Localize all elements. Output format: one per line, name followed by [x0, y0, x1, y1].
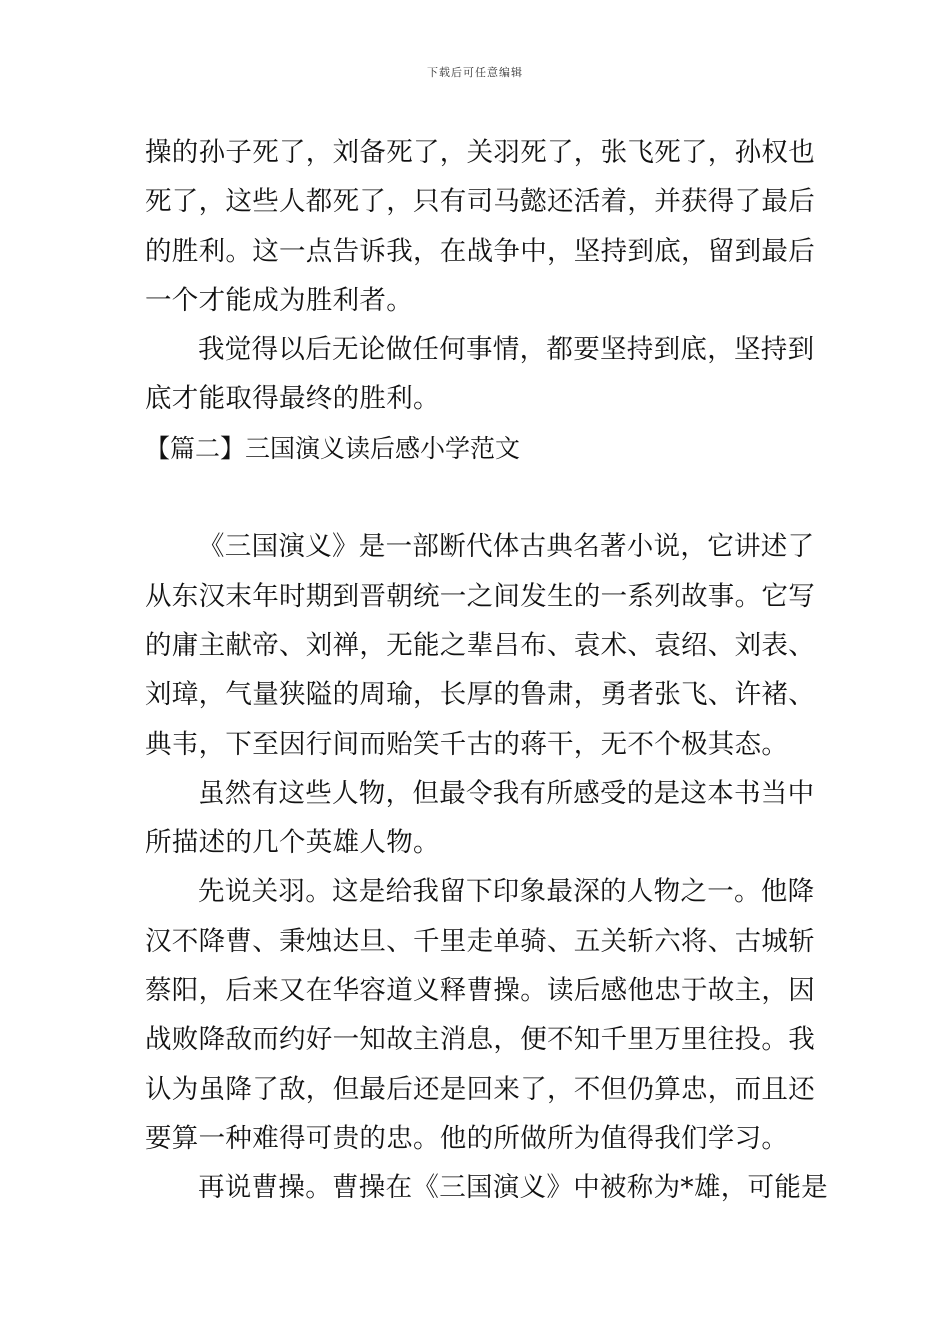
text-line: 蔡阳，后来又在华容道义释曹操。读后感他忠于故主，因 [145, 975, 815, 1007]
paragraph-start-line: 先说关羽。这是给我留下印象最深的人物之一。他降 [198, 876, 815, 908]
text-line: 所描述的几个英雄人物。 [145, 827, 440, 859]
paragraph-start-line: 我觉得以后无论做任何事情，都要坚持到底，坚持到 [198, 334, 815, 366]
blank-line [145, 473, 810, 522]
text-line: 一个才能成为胜利者。 [145, 284, 413, 316]
text-line: 的胜利。这一点告诉我，在战争中，坚持到底，留到最后 [145, 235, 815, 267]
paragraph-start-line: 《三国演义》是一部断代体古典名著小说，它讲述了 [198, 531, 815, 563]
text-line: 的庸主献帝、刘禅，无能之辈吕布、袁术、袁绍、刘表、 [145, 629, 815, 661]
text-line: 死了，这些人都死了，只有司马懿还活着，并获得了最后 [145, 186, 815, 218]
paragraph-start-line: 再说曹操。曹操在《三国演义》中被称为*雄，可能是 [198, 1172, 828, 1204]
paragraph-start-line: 虽然有这些人物，但最令我有所感受的是这本书当中 [198, 777, 815, 809]
header-note: 下载后可任意编辑 [427, 66, 523, 79]
text-line: 操的孙子死了，刘备死了，关羽死了，张飞死了，孙权也 [145, 137, 815, 168]
text-line: 从东汉末年时期到晋朝统一之间发生的一系列故事。它写 [145, 580, 815, 612]
text-line: 战败降敌而约好一知故主消息，便不知千里万里往投。我 [145, 1024, 815, 1056]
document-body [145, 128, 828, 1213]
section-heading: 【篇二】三国演义读后感小学范文 [145, 433, 521, 463]
text-line: 刘璋，气量狭隘的周瑜，长厚的鲁肃，勇者张飞、许褚、 [145, 679, 815, 711]
text-line: 要算一种难得可贵的忠。他的所做所为值得我们学习。 [145, 1122, 789, 1154]
text-line: 底才能取得最终的胜利。 [145, 383, 440, 415]
text-line: 典韦，下至因行间而贻笑千古的蒋干，无不个极其态。 [145, 728, 789, 760]
text-line: 汉不降曹、秉烛达旦、千里走单骑、五关斩六将、古城斩 [145, 925, 815, 957]
text-line: 认为虽降了敌，但最后还是回来了，不但仍算忠，而且还 [145, 1073, 815, 1105]
